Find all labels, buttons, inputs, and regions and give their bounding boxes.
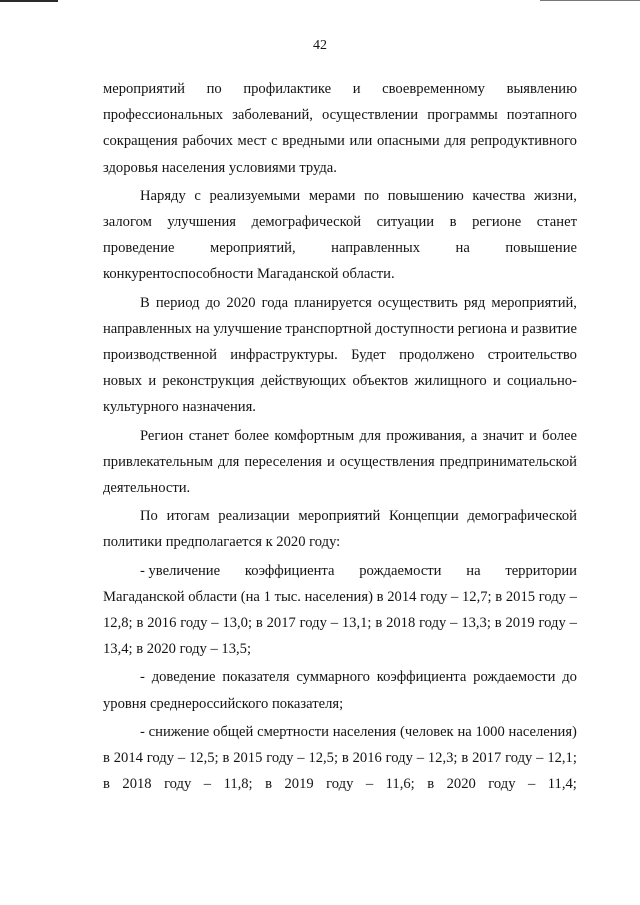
word: (на	[240, 588, 260, 605]
text-line	[103, 316, 577, 342]
word: –	[451, 588, 459, 605]
text-line	[103, 503, 577, 529]
word: опасными	[377, 133, 440, 150]
word: 2016	[352, 750, 382, 767]
word: на	[455, 240, 470, 257]
text-line	[103, 342, 577, 368]
word: году	[164, 776, 192, 793]
word: –	[365, 776, 374, 793]
word: 2018	[386, 615, 416, 632]
word: объектов	[352, 373, 409, 390]
text-line	[103, 610, 577, 636]
text-line	[103, 155, 577, 181]
word: профилактике	[243, 81, 332, 97]
paragraph	[103, 719, 577, 798]
page-number: 42	[313, 38, 327, 53]
word: направленных	[103, 320, 192, 337]
word: в	[136, 615, 144, 632]
word: –	[297, 750, 305, 767]
text-line	[103, 261, 577, 287]
word: производственной	[103, 347, 217, 364]
word: уровня среднероссийского показателя;	[103, 695, 344, 712]
word: привлекательным	[103, 453, 213, 470]
word: репродуктивного	[470, 133, 577, 150]
word: населения	[332, 723, 397, 740]
word: 13,3;	[461, 615, 491, 632]
word: предпринимательской	[439, 453, 577, 470]
paragraph	[103, 558, 577, 663]
word: Концепции	[388, 508, 459, 525]
word: –	[330, 615, 339, 632]
text-line	[103, 558, 577, 584]
word: демографической	[251, 214, 362, 231]
word: 12,3;	[427, 750, 458, 767]
paragraph	[103, 183, 577, 288]
paragraph	[103, 290, 577, 421]
word: сокращения	[103, 133, 178, 150]
word: планируется	[294, 294, 372, 311]
scan-edge-right	[540, 0, 640, 1]
word: по	[206, 81, 222, 97]
word: 2020	[226, 294, 256, 311]
word: переселения	[244, 453, 322, 470]
word: снижение	[148, 723, 210, 740]
paragraph	[103, 423, 577, 502]
word: период	[155, 294, 200, 311]
word: 13,1;	[341, 615, 372, 632]
word: суммарного	[296, 669, 370, 686]
word: в	[494, 615, 502, 632]
word: выявлению	[506, 81, 577, 97]
text-line	[103, 745, 577, 771]
word: значит	[482, 427, 524, 444]
word: для	[217, 453, 240, 470]
word: 2020	[446, 776, 476, 793]
word: итогам	[166, 508, 210, 525]
word: в	[103, 750, 110, 767]
word: 1000	[475, 723, 505, 740]
word: Будет	[351, 347, 386, 364]
word: до	[562, 669, 577, 686]
word: населения)	[508, 723, 577, 740]
word: и	[326, 453, 335, 470]
word: новых	[103, 373, 143, 390]
word: а	[470, 427, 478, 444]
text-line	[103, 449, 577, 475]
paragraph	[103, 76, 577, 181]
text-line	[103, 235, 577, 261]
word: 2017	[266, 615, 296, 632]
word: с	[271, 133, 278, 150]
word: коэффициента	[376, 669, 467, 686]
word: продолжено	[399, 347, 475, 364]
word: 11,4;	[547, 776, 577, 793]
word: населения)	[304, 588, 373, 605]
word: году	[488, 776, 516, 793]
text-line	[103, 102, 577, 128]
word: строительство	[487, 347, 577, 364]
word: социально-	[507, 373, 577, 390]
word: в	[103, 776, 110, 793]
text-line	[103, 719, 577, 745]
text-line	[103, 691, 577, 717]
word: улучшение	[213, 320, 282, 337]
text-line	[103, 209, 577, 235]
word: году	[538, 615, 566, 632]
word: проживания,	[386, 427, 466, 444]
text-line	[103, 636, 577, 662]
word: 2014	[113, 750, 143, 767]
word: деятельности.	[103, 480, 191, 497]
word: 2017	[472, 750, 502, 767]
word: коэффициента	[244, 562, 335, 579]
word: конкурентоспособности Магаданской области.	[103, 266, 395, 283]
text-line	[103, 475, 577, 501]
word: 2016	[147, 615, 177, 632]
word: –	[536, 750, 544, 767]
word: –	[416, 750, 425, 767]
word: политики предполагается к 2020 году:	[103, 534, 341, 551]
word: области	[188, 588, 238, 605]
word: мероприятий,	[491, 294, 577, 311]
word: направленных	[331, 240, 421, 257]
word: профессиональных	[103, 107, 224, 124]
word: (человек	[400, 723, 454, 740]
text-line	[103, 368, 577, 394]
word: в	[427, 776, 435, 793]
text-line	[103, 423, 577, 449]
word: году	[146, 750, 175, 767]
word: –	[569, 615, 577, 632]
scan-edge-left	[0, 0, 58, 2]
word: инфраструктуры.	[230, 347, 338, 364]
word: осуществления	[339, 453, 435, 470]
word: для	[359, 427, 381, 444]
word: Наряду	[140, 187, 186, 204]
word: –	[177, 750, 186, 767]
word: 12,5;	[189, 750, 219, 767]
text-line	[103, 394, 577, 420]
word: действующих	[260, 373, 347, 390]
word: поэтапного	[506, 107, 577, 124]
word: развитие	[522, 320, 577, 337]
word: мест	[237, 133, 267, 150]
word: в	[341, 750, 349, 767]
word: 12,7;	[462, 588, 492, 605]
word: станет	[188, 427, 229, 444]
word: году	[419, 615, 447, 632]
word: более	[542, 427, 577, 444]
word: - увеличение	[140, 562, 221, 579]
word: тыс.	[274, 588, 301, 605]
word: транспортной	[285, 320, 372, 337]
word: с	[194, 187, 201, 204]
word: или	[349, 133, 373, 150]
word: по	[364, 187, 380, 204]
word: в	[461, 750, 469, 767]
word: доведение	[151, 669, 216, 686]
text-line	[103, 664, 577, 690]
word: Регион	[140, 427, 184, 444]
word: на	[466, 562, 481, 579]
word: в	[375, 615, 383, 632]
word: показателя	[222, 669, 290, 686]
word: году	[326, 776, 354, 793]
word: и	[510, 320, 519, 337]
word: в	[255, 615, 263, 632]
word: 12,5;	[308, 750, 339, 767]
word: и	[352, 81, 361, 97]
paragraph	[103, 664, 577, 716]
word: реконструкция	[162, 373, 255, 390]
word: –	[211, 615, 219, 632]
word: 2018	[122, 776, 152, 793]
word: ситуации	[376, 214, 435, 231]
word: повышение	[505, 240, 577, 257]
word: общей	[213, 723, 254, 740]
word: осуществить	[377, 294, 458, 311]
word: качества	[472, 187, 526, 204]
word: до	[205, 294, 221, 311]
word: здоровья населения условиями труда.	[103, 159, 337, 176]
word: повышению	[387, 187, 464, 204]
text-line	[103, 584, 577, 610]
paragraph	[103, 503, 577, 555]
word: и	[528, 427, 537, 444]
word: в	[449, 214, 457, 231]
word: По	[140, 508, 158, 525]
word: на	[457, 723, 472, 740]
word: для	[444, 133, 466, 150]
word: регионе	[472, 214, 522, 231]
word: 13,0;	[222, 615, 253, 632]
word: региона	[457, 320, 507, 337]
text-line	[103, 76, 577, 102]
word: 12,1;	[547, 750, 577, 767]
word: в	[222, 750, 230, 767]
word: в	[376, 588, 384, 605]
word: смертности	[257, 723, 329, 740]
word: В	[140, 294, 150, 311]
word: реализуемыми	[209, 187, 301, 204]
word: мерами	[308, 187, 356, 204]
word: 2019	[284, 776, 314, 793]
word: и	[492, 373, 501, 390]
word: мероприятий	[103, 81, 185, 97]
word: Магаданской	[103, 588, 185, 605]
word: 13,4; в 2020 году – 13,5;	[103, 641, 252, 658]
word: станет	[536, 214, 577, 231]
word: –	[450, 615, 458, 632]
word: 2015	[233, 750, 263, 767]
word: залогом	[103, 214, 152, 231]
text-line	[103, 183, 577, 209]
word: в	[495, 588, 503, 605]
document-body	[103, 76, 577, 799]
word: демографической	[467, 508, 577, 525]
word: и	[148, 373, 157, 390]
word: заболеваний,	[232, 107, 313, 124]
word: рождаемости	[359, 562, 442, 579]
word: –	[203, 776, 212, 793]
word: 2014	[387, 588, 417, 605]
text-line	[103, 290, 577, 316]
word: реализации	[218, 508, 290, 525]
word: программы	[427, 107, 498, 124]
word: году	[420, 588, 448, 605]
word: 12,8;	[103, 615, 133, 632]
word: жилищного	[414, 373, 487, 390]
word: года	[261, 294, 289, 311]
word: году	[505, 750, 533, 767]
word: 2019	[505, 615, 535, 632]
word: году	[299, 615, 327, 632]
word: на	[195, 320, 210, 337]
word: проведение	[103, 240, 175, 257]
text-line	[103, 128, 577, 154]
word: доступности	[375, 320, 455, 337]
word: жизни,	[533, 187, 577, 204]
word: году	[180, 615, 208, 632]
text-line	[103, 529, 577, 555]
word: более	[234, 427, 270, 444]
word: в	[265, 776, 273, 793]
word: мероприятий,	[210, 240, 296, 257]
word: году	[538, 588, 566, 605]
word: культурного назначения.	[103, 399, 256, 416]
word: территории	[505, 562, 577, 579]
word: 11,8;	[223, 776, 253, 793]
word: -	[140, 669, 145, 686]
word: комфортным	[274, 427, 355, 444]
word: улучшения	[167, 214, 236, 231]
word: году	[385, 750, 413, 767]
word: осуществлении	[322, 107, 419, 124]
word: 1	[263, 588, 271, 605]
word: рождаемости	[473, 669, 556, 686]
word: ряд	[463, 294, 486, 311]
word: рабочих	[182, 133, 233, 150]
word: 11,6;	[385, 776, 415, 793]
text-line	[103, 771, 577, 797]
word: мероприятий	[298, 508, 381, 525]
word: -	[140, 723, 145, 740]
word: вредными	[282, 133, 345, 150]
word: своевременному	[382, 81, 485, 97]
word: –	[528, 776, 536, 793]
word: году	[266, 750, 294, 767]
word: 2015	[505, 588, 536, 605]
word: –	[569, 588, 577, 605]
